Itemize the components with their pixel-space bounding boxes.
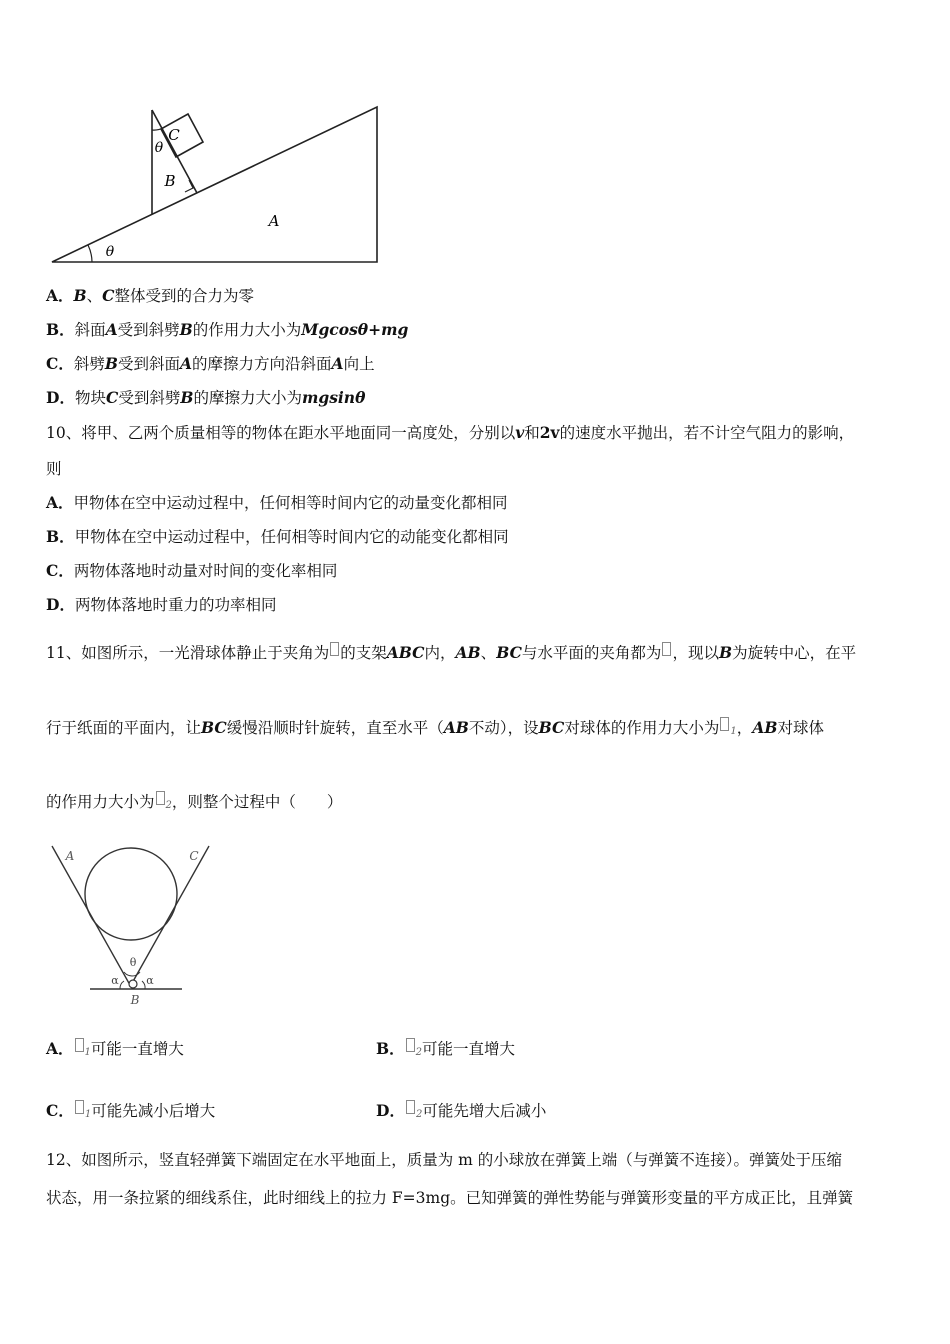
missing-glyph-icon [156, 791, 165, 805]
incline-figure [40, 100, 390, 270]
angle-arc-alpha-left [120, 981, 124, 989]
missing-glyph-icon [406, 1100, 415, 1114]
label-a: A [268, 212, 280, 230]
missing-glyph-icon [75, 1038, 84, 1052]
q11-stem-line3: 的作用力大小为 2，则整个过程中（ ） [46, 793, 343, 811]
q9-option-c: C．斜劈B受到斜面A的摩擦力方向沿斜面A向上 [46, 354, 375, 373]
q9-option-b: B．斜面A受到斜劈B的作用力大小为Mgcosθ+mg [46, 320, 409, 339]
angle-arc-alpha-right [142, 981, 145, 989]
q12-stem-line2: 状态，用一条拉紧的细线系住，此时细线上的拉力 F=3mg。已知弹簧的弹性势能与弹簧形变量的平方成正比，且弹簧 [46, 1189, 854, 1207]
label-a: A [65, 849, 75, 863]
q11-option-d: D． 2可能先增大后减小 [376, 1101, 547, 1120]
label-theta-bottom: θ [105, 244, 115, 260]
angle-arc-bottom [88, 245, 92, 262]
q11-stem-line2: 行于纸面的平面内，让BC缓慢沿顺时针旋转，直至水平（AB不动），设BC对球体的作用力大小为 1，AB对球体 [46, 718, 824, 737]
q10-option-c: C．两物体落地时动量对时间的变化率相同 [46, 561, 338, 580]
ball [85, 848, 177, 940]
incline-block-a [52, 107, 377, 262]
label-theta: θ [129, 956, 137, 969]
ball-support-figure [44, 838, 199, 1010]
label-c: C [168, 126, 180, 144]
q10-option-d: D．两物体落地时重力的功率相同 [46, 595, 277, 614]
option-key: A． [46, 286, 74, 305]
label-theta-top: θ [154, 140, 164, 156]
label-alpha-right: α [146, 974, 154, 987]
q10-stem-line2: 则 [46, 460, 62, 478]
q10-option-a: A．甲物体在空中运动过程中，任何相等时间内它的动量变化都相同 [46, 493, 508, 512]
q11-option-a: A． 1可能一直增大 [46, 1039, 184, 1058]
q9-option-a: A．B、C整体受到的合力为零 [46, 286, 255, 305]
q11-option-b: B． 2可能一直增大 [376, 1039, 515, 1058]
missing-glyph-icon [75, 1100, 84, 1114]
q10-stem: 10、将甲、乙两个质量相等的物体在距水平地面同一高度处，分别以v和2v的速度水平抛出，若不计空气阻力的影响， [46, 423, 855, 442]
q10-option-b: B．甲物体在空中运动过程中，任何相等时间内它的动能变化都相同 [46, 527, 509, 546]
q11-option-c: C． 1可能先减小后增大 [46, 1101, 216, 1120]
missing-glyph-icon [330, 642, 339, 656]
label-b: B [130, 993, 140, 1007]
q11-stem-line1: 11、如图所示，一光滑球体静止于夹角为 的支架ABC内，AB、BC与水平面的夹角都为 ，现以B为旋转中心，在平 [46, 643, 857, 662]
label-c: C [189, 849, 199, 863]
missing-glyph-icon [662, 642, 671, 656]
support-arm-bc [131, 846, 209, 985]
q9-option-d: D．物块C受到斜劈B的摩擦力大小为mgsinθ [46, 388, 366, 407]
label-b: B [164, 172, 176, 190]
label-alpha-left: α [111, 974, 119, 987]
missing-glyph-icon [406, 1038, 415, 1052]
missing-glyph-icon [720, 717, 729, 731]
q12-stem-line1: 12、如图所示，竖直轻弹簧下端固定在水平地面上，质量为 m 的小球放在弹簧上端（与弹簧不连接）。弹簧处于压缩 [46, 1151, 843, 1169]
hinge-b [129, 980, 137, 988]
